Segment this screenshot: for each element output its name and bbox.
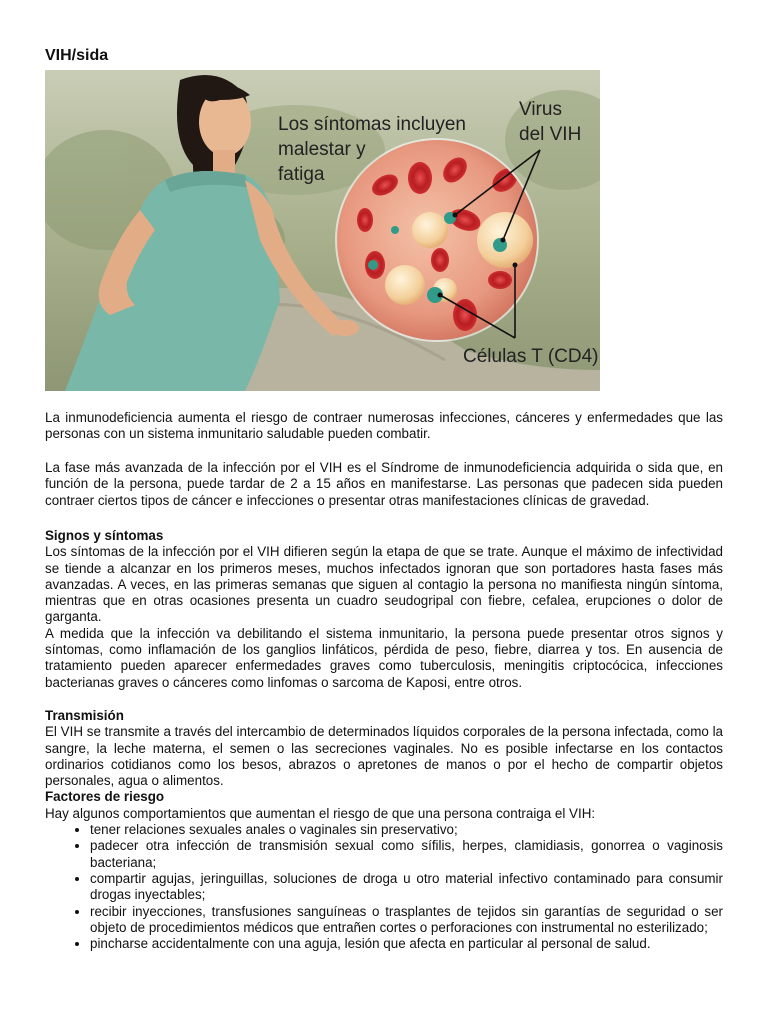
signs-paragraph-1: Los síntomas de la infección por el VIH difieren según la etapa de que se trate. Aunque el máximo de infectividad se tiende a alcanzar en los primeros meses, muchos infectados ignoran que son portadores hasta fases más avanzadas. A veces, en las primeras semanas que siguen al contagio la persona no manifiesta ningún síntoma, mientras que en otras ocasiones presenta un cuadro seudogripal con fiebre, cefalea, erupciones o dolor de garganta. [45, 544, 723, 625]
list-item: • padecer otra infección de transmisión sexual como sífilis, herpes, clamidiasis, gonorrea o vaginosis bacteriana; [90, 838, 723, 871]
page-title: VIH/sida [45, 47, 109, 64]
hiv-illustration [45, 70, 600, 391]
list-item: • tener relaciones sexuales anales o vaginales sin preservativo; [90, 822, 723, 838]
intro-section [45, 410, 723, 443]
list-item: • compartir agujas, jeringuillas, soluciones de droga u otro material infectivo contaminado para consumir drogas inyectables; [90, 871, 723, 904]
risk-list [45, 822, 723, 952]
signs-section [45, 528, 723, 691]
signs-heading: Signos y síntomas [45, 528, 164, 543]
label-cells: Células T (CD4) [463, 346, 599, 367]
signs-paragraph-2: A medida que la infección va debilitando el sistema inmunitario, la persona puede presentar otros signos y síntomas, como inflamación de los ganglios linfáticos, pérdida de peso, fiebre, diarrea y tos. En ausencia de tratamiento pueden aparecer enfermedades graves como tuberculosis, meningitis criptocócica, infecciones bacterianas graves o cánceres como linfomas o sarcoma de Kaposi, entre otros. [45, 625, 723, 690]
label-virus-2: del VIH [519, 124, 582, 145]
transmission-section [45, 708, 723, 952]
risk-intro: Hay algunos comportamientos que aumentan el riesgo de que una persona contraiga el VIH: [45, 805, 596, 821]
label-symptoms-3: fatiga [278, 164, 325, 185]
intro-paragraph-2: La fase más avanzada de la infección por el VIH es el Síndrome de inmunodeficiencia adquirida o sida que, en función de la persona, puede tardar de 2 a 15 años en manifestarse. Las personas que padecen sida pueden contraer ciertos tipos de cáncer e infecciones o presentar otras manifestaciones clínicas de gravedad. [45, 460, 723, 508]
illustration-svg [45, 70, 600, 391]
intro-paragraph-1: La inmunodeficiencia aumenta el riesgo de contraer numerosas infecciones, cánceres y enfermedades que las personas con un sistema inmunitario saludable pueden combatir. [45, 410, 723, 442]
label-virus-1: Virus [519, 99, 562, 120]
list-item: • recibir inyecciones, transfusiones sanguíneas o trasplantes de tejidos sin garantías de seguridad o ser objeto de procedimientos médicos que entrañen cortes o perforaciones con instrumental no esterilizado; [90, 904, 723, 937]
blood-magnification [335, 138, 540, 342]
transmission-heading: Transmisión [45, 708, 124, 723]
list-item: • pincharse accidentalmente con una aguja, lesión que afecta en particular al personal de salud. [90, 936, 723, 952]
risk-heading: Factores de riesgo [45, 789, 165, 805]
transmission-paragraph: El VIH se transmite a través del intercambio de determinados líquidos corporales de la persona infectada, como la sangre, la leche materna, el semen o las secreciones vaginales. No es posible infectarse en los contactos ordinarios cotidianos como los besos, abrazos o apretones de manos o por el hecho de compartir objetos personales, agua o alimentos. [45, 724, 723, 789]
label-symptoms-2: malestar y [278, 139, 366, 160]
label-symptoms-1: Los síntomas incluyen [278, 114, 466, 135]
intro-section-2 [45, 460, 723, 509]
